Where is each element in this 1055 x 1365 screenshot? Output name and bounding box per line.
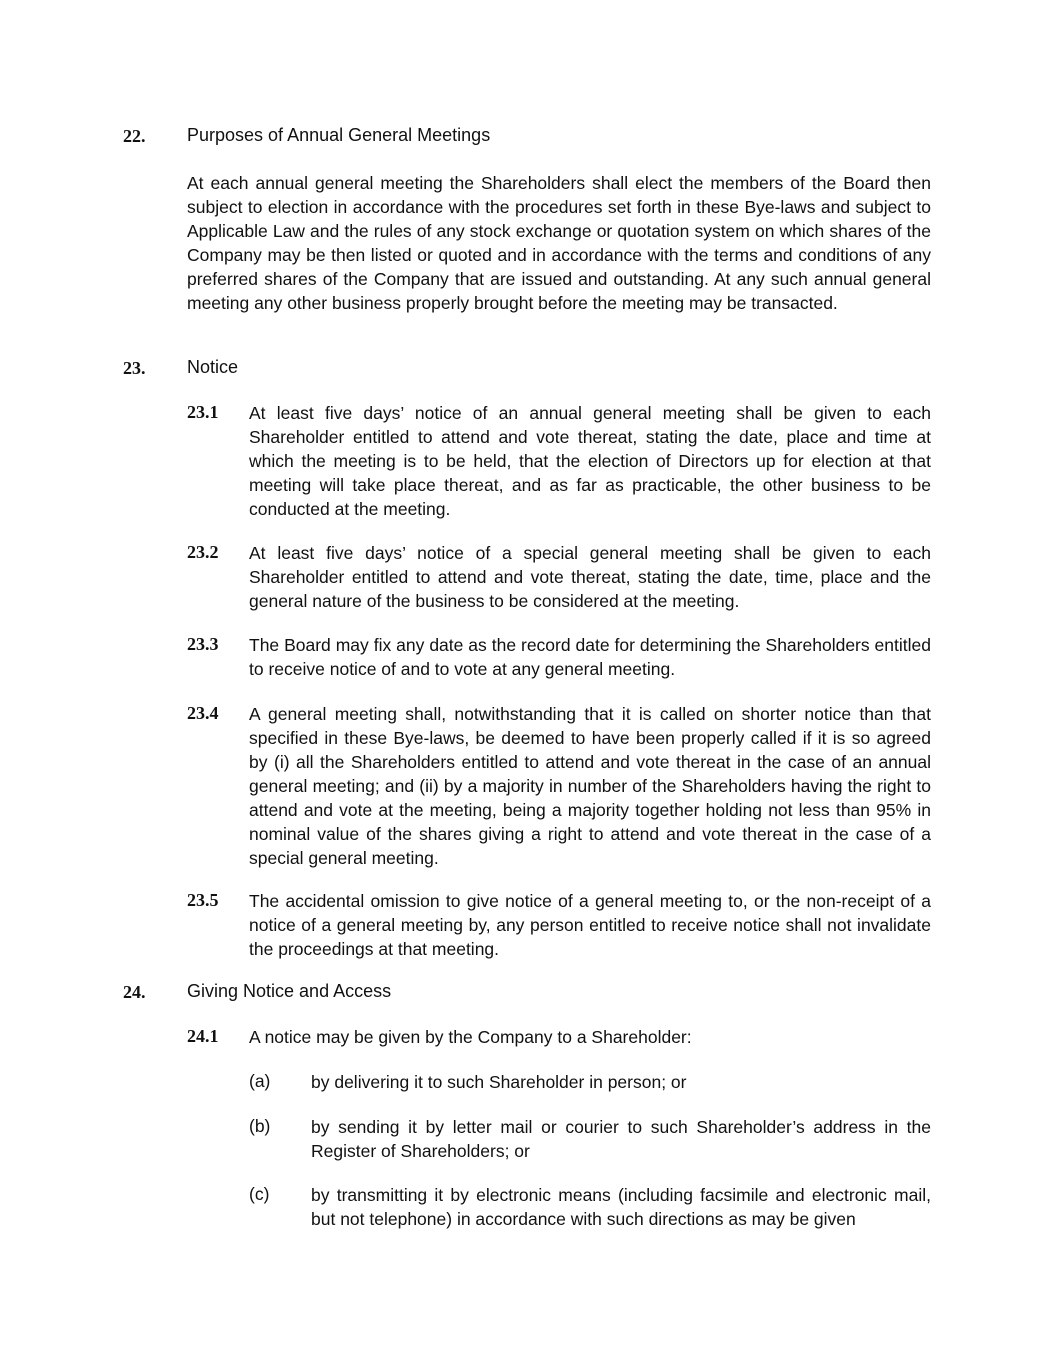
subsection-number: 23.3 bbox=[187, 634, 219, 654]
subsection-number: 24.1 bbox=[187, 1026, 219, 1046]
section-number: 23. bbox=[123, 358, 146, 378]
section-title: Notice bbox=[187, 357, 239, 377]
list-item-text: by transmitting it by electronic means (including facsimile and electronic mail, but not telephone) in accordance with such directions as may be given bbox=[311, 1185, 931, 1229]
subsection-number: 23.2 bbox=[187, 542, 219, 562]
section-title: Purposes of Annual General Meetings bbox=[187, 125, 491, 145]
list-item-label: (c) bbox=[249, 1184, 270, 1204]
list-item-label: (b) bbox=[249, 1116, 271, 1136]
section-title: Giving Notice and Access bbox=[187, 981, 392, 1001]
list-item-label: (a) bbox=[249, 1071, 271, 1091]
subsection-text: The Board may fix any date as the record date for determining the Shareholders entitled to receive notice of and to vote at any general meeting. bbox=[249, 635, 931, 679]
section-number: 24. bbox=[123, 982, 146, 1002]
subsection-number: 23.5 bbox=[187, 890, 219, 910]
section-number: 22. bbox=[123, 126, 146, 146]
subsection-text: The accidental omission to give notice of a general meeting to, or the non-receipt of a notice of a general meeting by, any person entitled to receive notice shall not invalidate the proceedings at that meeting. bbox=[249, 891, 931, 959]
section-body: At each annual general meeting the Shareholders shall elect the members of the Board then subject to election in accordance with the procedures set forth in these Bye-laws and subject to Applicable Law and the rules of any stock exchange or quotation system on which shares of the Company may be then listed or quoted and in accordance with the terms and conditions of any preferred shares of the Company that are issued and outstanding. At any such annual general meeting any other business properly brought before the meeting may be transacted. bbox=[187, 173, 931, 313]
subsection-text: A notice may be given by the Company to a Shareholder: bbox=[249, 1027, 692, 1047]
subsection-number: 23.4 bbox=[187, 703, 219, 723]
subsection-text: At least five days’ notice of a special general meeting shall be given to each Shareholder entitled to attend and vote thereat, stating the date, time, place and the general nature of the business to be considered at the meeting. bbox=[249, 543, 931, 611]
list-item-text: by sending it by letter mail or courier to such Shareholder’s address in the Register of Shareholders; or bbox=[311, 1117, 931, 1161]
subsection-number: 23.1 bbox=[187, 402, 219, 422]
subsection-text: At least five days’ notice of an annual general meeting shall be given to each Shareholder entitled to attend and vote thereat, stating the date, place and time at which the meeting is to be held, that the election of Directors up for election at that meeting will take place thereat, and as far as practicable, the other business to be conducted at the meeting. bbox=[249, 403, 931, 519]
subsection-text: A general meeting shall, notwithstanding that it is called on shorter notice than that specified in these Bye-laws, be deemed to have been properly called if it is so agreed by (i) all the Shareholders entitled to attend and vote thereat in the case of an annual general meeting; and (ii) by a majority in number of the Shareholders having the right to attend and vote at the meeting, being a majority together holding not less than 95% in nominal value of the shares giving a right to attend and vote thereat in the case of a special general meeting. bbox=[249, 704, 931, 868]
list-item-text: by delivering it to such Shareholder in person; or bbox=[311, 1072, 687, 1092]
